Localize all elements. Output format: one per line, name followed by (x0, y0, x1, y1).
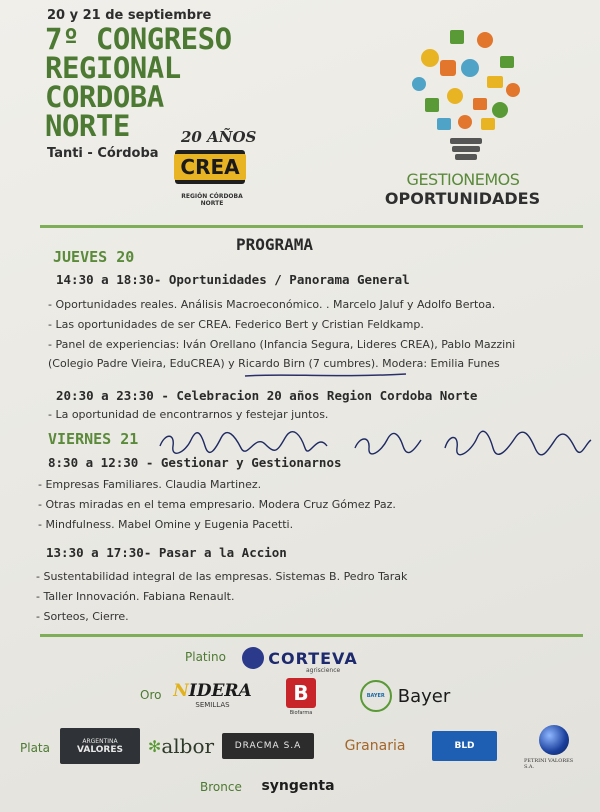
sponsor-tier-platino: Platino (185, 650, 226, 664)
syngenta-logo: syngenta (261, 778, 335, 794)
biofarma-logo (282, 676, 320, 718)
session-item: - Sorteos, Cierre. (36, 610, 129, 623)
corteva-logo (240, 645, 360, 674)
session-item: - Empresas Familiares. Claudia Martinez. (38, 478, 262, 491)
bld-logo: BLD (432, 731, 497, 761)
granaria-name: Granaria (344, 738, 406, 754)
event-title-line: REGIONAL (45, 51, 181, 85)
argentina-valores-bottom: VALORES (77, 745, 123, 755)
crea-logo-text: CREA (174, 154, 245, 180)
event-date: 20 y 21 de septiembre (47, 8, 212, 23)
nidera-initial: N (173, 681, 189, 701)
corteva-mark-icon (242, 647, 264, 669)
divider (40, 225, 583, 228)
argentina-valores-top: ARGENTINA (82, 738, 118, 745)
corteva-name: CORTEVA (268, 648, 358, 668)
albor-logo (145, 728, 217, 764)
bayer-cross-icon: BAYER (360, 680, 392, 712)
session-item: - Las oportunidades de ser CREA. Federico Bert y Cristian Feldkamp. (48, 318, 424, 331)
biofarma-mark: B (286, 678, 316, 708)
albor-name: albor (161, 734, 215, 758)
day-label: VIERNES 21 (48, 430, 139, 448)
event-title-line: 7º CONGRESO (45, 22, 232, 56)
session-title: 8:30 a 12:30 - Gestionar y Gestionarnos (48, 455, 342, 470)
divider (40, 634, 583, 637)
bayer-name: Bayer (397, 685, 451, 707)
sponsor-tier-oro: Oro (140, 688, 162, 702)
session-item: - Sustentabilidad integral de las empresas. Sistemas B. Pedro Tarak (36, 570, 408, 583)
anniversary-label: 20 AÑOS (181, 128, 257, 146)
session-item: - Otras miradas en el tema empresario. Modera Cruz Gómez Paz. (38, 498, 396, 511)
session-item: (Colegio Padre Vieira, EduCREA) y Ricardo Birn (7 cumbres). Modera: Emilia Funes (48, 357, 500, 370)
bayer-logo (355, 680, 455, 712)
pen-underline (243, 371, 408, 379)
biofarma-name: Biofarma (289, 710, 313, 716)
event-title-line: CORDOBA (45, 80, 164, 114)
bulb-base (450, 138, 482, 160)
lightbulb-icon (395, 18, 535, 168)
dracma-logo: DRACMA S.A (222, 733, 314, 759)
sponsor-tier-bronce: Bronce (200, 780, 242, 794)
slogan-line1: GESTIONEMOS (406, 170, 520, 189)
session-title: 13:30 a 17:30- Pasar a la Accion (46, 545, 287, 560)
petrini-valores-logo (524, 722, 584, 772)
nidera-logo (175, 675, 250, 715)
granaria-logo (325, 728, 425, 764)
crea-region-label: REGIÓN CÓRDOBA NORTE (181, 193, 243, 207)
argentina-valores-logo (60, 728, 140, 764)
session-title: 14:30 a 18:30- Oportunidades / Panorama General (56, 272, 410, 287)
petrini-name: PETRINI VALORES S.A. (524, 757, 574, 770)
nidera-name (173, 681, 252, 701)
event-location: Tanti - Córdoba (47, 146, 159, 161)
session-item: - Oportunidades reales. Análisis Macroeconómico. . Marcelo Jaluf y Adolfo Bertoa. (48, 298, 496, 311)
sponsor-tier-plata: Plata (20, 741, 50, 755)
crea-logo (175, 150, 245, 184)
session-item: - Mindfulness. Mabel Omine y Eugenia Pacetti. (38, 518, 294, 531)
corteva-sub: agriscience (306, 667, 341, 674)
handwritten-annotation (155, 428, 595, 458)
program-title: PROGRAMA (236, 235, 314, 254)
event-title-line: NORTE (45, 109, 130, 143)
albor-leaf-icon: ✻ (147, 736, 162, 756)
slogan-line2: OPORTUNIDADES (384, 189, 541, 208)
idea-icons-cloud (412, 30, 520, 130)
session-item: - Panel de experiencias: Iván Orellano (Infancia Segura, Lideres CREA), Pablo Mazzini (48, 338, 516, 351)
session-item: - Taller Innovación. Fabiana Renault. (36, 590, 235, 603)
session-item: - La oportunidad de encontrarnos y festejar juntos. (48, 408, 329, 421)
petrini-globe-icon (539, 725, 569, 755)
session-title: 20:30 a 23:30 - Celebracion 20 años Region Cordoba Norte (56, 388, 478, 403)
day-label: JUEVES 20 (53, 248, 135, 266)
nidera-sub: SEMILLAS (195, 701, 230, 709)
nidera-rest: IDERA (188, 681, 252, 701)
